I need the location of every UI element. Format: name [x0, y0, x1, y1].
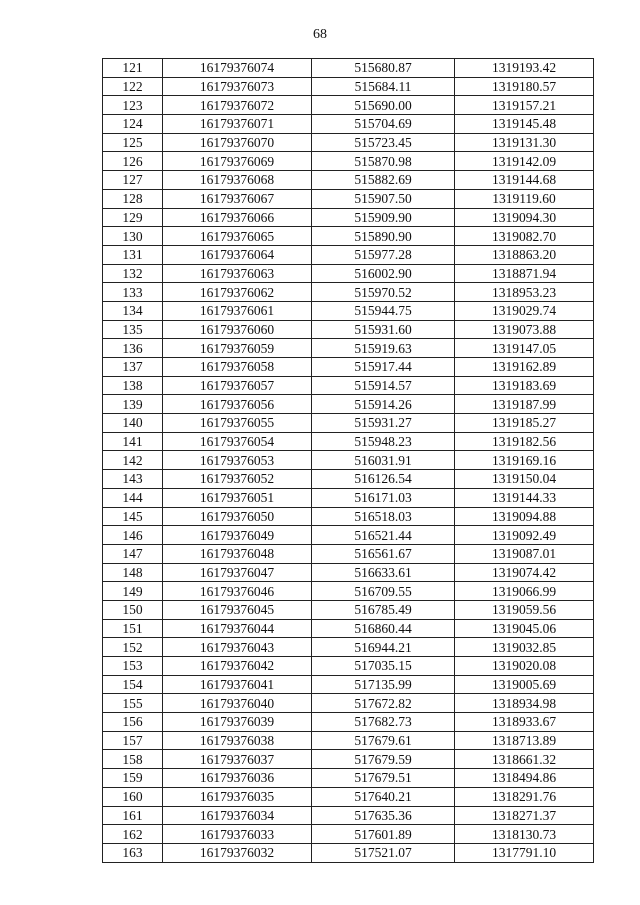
point-id-cell: 16179376062: [163, 283, 312, 302]
y-coordinate-cell: 1318713.89: [455, 731, 594, 750]
point-number-cell: 149: [103, 582, 163, 601]
x-coordinate-cell: 515909.90: [312, 208, 455, 227]
y-coordinate-cell: 1318953.23: [455, 283, 594, 302]
table-row: [103, 694, 594, 713]
table-row: [103, 395, 594, 414]
y-coordinate-cell: 1319145.48: [455, 115, 594, 134]
point-number-cell: 138: [103, 376, 163, 395]
x-coordinate-cell: 515914.57: [312, 376, 455, 395]
x-coordinate-cell: 517521.07: [312, 843, 455, 862]
point-number-cell: 121: [103, 59, 163, 78]
point-number-cell: 135: [103, 320, 163, 339]
x-coordinate-cell: 515914.26: [312, 395, 455, 414]
table-row: [103, 600, 594, 619]
point-id-cell: 16179376059: [163, 339, 312, 358]
point-id-cell: 16179376037: [163, 750, 312, 769]
x-coordinate-cell: 515977.28: [312, 245, 455, 264]
table-row: [103, 675, 594, 694]
table-row: [103, 152, 594, 171]
table-row: [103, 432, 594, 451]
y-coordinate-cell: 1319144.33: [455, 488, 594, 507]
point-id-cell: 16179376050: [163, 507, 312, 526]
point-number-cell: 132: [103, 264, 163, 283]
y-coordinate-cell: 1319092.49: [455, 526, 594, 545]
point-number-cell: 143: [103, 470, 163, 489]
x-coordinate-cell: 515684.11: [312, 77, 455, 96]
point-id-cell: 16179376055: [163, 414, 312, 433]
point-id-cell: 16179376040: [163, 694, 312, 713]
x-coordinate-cell: 517679.51: [312, 769, 455, 788]
table-row: [103, 414, 594, 433]
point-number-cell: 162: [103, 825, 163, 844]
point-number-cell: 122: [103, 77, 163, 96]
x-coordinate-cell: 517679.61: [312, 731, 455, 750]
point-id-cell: 16179376034: [163, 806, 312, 825]
table-row: [103, 750, 594, 769]
x-coordinate-cell: 517672.82: [312, 694, 455, 713]
point-number-cell: 137: [103, 358, 163, 377]
y-coordinate-cell: 1319193.42: [455, 59, 594, 78]
y-coordinate-cell: 1319074.42: [455, 563, 594, 582]
point-number-cell: 159: [103, 769, 163, 788]
table-row: [103, 769, 594, 788]
point-number-cell: 123: [103, 96, 163, 115]
point-number-cell: 155: [103, 694, 163, 713]
table-row: [103, 208, 594, 227]
x-coordinate-cell: 516561.67: [312, 544, 455, 563]
x-coordinate-cell: 515723.45: [312, 133, 455, 152]
table-row: [103, 619, 594, 638]
point-number-cell: 147: [103, 544, 163, 563]
table-row: [103, 264, 594, 283]
table-row: [103, 227, 594, 246]
point-number-cell: 157: [103, 731, 163, 750]
y-coordinate-cell: 1319066.99: [455, 582, 594, 601]
point-number-cell: 134: [103, 301, 163, 320]
y-coordinate-cell: 1319087.01: [455, 544, 594, 563]
point-number-cell: 130: [103, 227, 163, 246]
table-row: [103, 843, 594, 862]
point-id-cell: 16179376035: [163, 787, 312, 806]
point-id-cell: 16179376060: [163, 320, 312, 339]
point-number-cell: 144: [103, 488, 163, 507]
point-number-cell: 141: [103, 432, 163, 451]
table-row: [103, 787, 594, 806]
point-number-cell: 158: [103, 750, 163, 769]
point-number-cell: 148: [103, 563, 163, 582]
point-number-cell: 156: [103, 713, 163, 732]
table-row: [103, 526, 594, 545]
point-id-cell: 16179376039: [163, 713, 312, 732]
x-coordinate-cell: 517682.73: [312, 713, 455, 732]
x-coordinate-cell: 516633.61: [312, 563, 455, 582]
point-id-cell: 16179376038: [163, 731, 312, 750]
table-row: [103, 301, 594, 320]
point-number-cell: 131: [103, 245, 163, 264]
y-coordinate-cell: 1319182.56: [455, 432, 594, 451]
point-number-cell: 142: [103, 451, 163, 470]
x-coordinate-cell: 515890.90: [312, 227, 455, 246]
x-coordinate-cell: 516521.44: [312, 526, 455, 545]
point-number-cell: 133: [103, 283, 163, 302]
x-coordinate-cell: 515907.50: [312, 189, 455, 208]
y-coordinate-cell: 1319169.16: [455, 451, 594, 470]
table-row: [103, 451, 594, 470]
x-coordinate-cell: 515970.52: [312, 283, 455, 302]
y-coordinate-cell: 1319162.89: [455, 358, 594, 377]
x-coordinate-cell: 515882.69: [312, 171, 455, 190]
point-id-cell: 16179376044: [163, 619, 312, 638]
y-coordinate-cell: 1319032.85: [455, 638, 594, 657]
point-number-cell: 161: [103, 806, 163, 825]
y-coordinate-cell: 1319059.56: [455, 600, 594, 619]
point-id-cell: 16179376051: [163, 488, 312, 507]
point-id-cell: 16179376053: [163, 451, 312, 470]
table-row: [103, 171, 594, 190]
x-coordinate-cell: 517640.21: [312, 787, 455, 806]
table-row: [103, 488, 594, 507]
y-coordinate-cell: 1318871.94: [455, 264, 594, 283]
point-number-cell: 140: [103, 414, 163, 433]
point-id-cell: 16179376056: [163, 395, 312, 414]
point-number-cell: 150: [103, 600, 163, 619]
y-coordinate-cell: 1319029.74: [455, 301, 594, 320]
x-coordinate-cell: 516860.44: [312, 619, 455, 638]
x-coordinate-cell: 515931.60: [312, 320, 455, 339]
y-coordinate-cell: 1319185.27: [455, 414, 594, 433]
y-coordinate-cell: 1318863.20: [455, 245, 594, 264]
point-number-cell: 152: [103, 638, 163, 657]
y-coordinate-cell: 1318661.32: [455, 750, 594, 769]
x-coordinate-cell: 517035.15: [312, 657, 455, 676]
x-coordinate-cell: 515917.44: [312, 358, 455, 377]
x-coordinate-cell: 515931.27: [312, 414, 455, 433]
y-coordinate-cell: 1318494.86: [455, 769, 594, 788]
point-id-cell: 16179376074: [163, 59, 312, 78]
point-id-cell: 16179376036: [163, 769, 312, 788]
point-number-cell: 153: [103, 657, 163, 676]
point-number-cell: 146: [103, 526, 163, 545]
y-coordinate-cell: 1319119.60: [455, 189, 594, 208]
x-coordinate-cell: 517679.59: [312, 750, 455, 769]
y-coordinate-cell: 1319180.57: [455, 77, 594, 96]
x-coordinate-cell: 515870.98: [312, 152, 455, 171]
y-coordinate-cell: 1319094.88: [455, 507, 594, 526]
point-id-cell: 16179376071: [163, 115, 312, 134]
point-id-cell: 16179376049: [163, 526, 312, 545]
table-row: [103, 283, 594, 302]
table-row: [103, 96, 594, 115]
x-coordinate-cell: 516944.21: [312, 638, 455, 657]
point-number-cell: 128: [103, 189, 163, 208]
y-coordinate-cell: 1318271.37: [455, 806, 594, 825]
point-id-cell: 16179376070: [163, 133, 312, 152]
table-row: [103, 245, 594, 264]
table-row: [103, 376, 594, 395]
table-row: [103, 189, 594, 208]
x-coordinate-cell: 515680.87: [312, 59, 455, 78]
point-id-cell: 16179376066: [163, 208, 312, 227]
y-coordinate-cell: 1319144.68: [455, 171, 594, 190]
point-number-cell: 127: [103, 171, 163, 190]
point-id-cell: 16179376073: [163, 77, 312, 96]
x-coordinate-cell: 516031.91: [312, 451, 455, 470]
table-row: [103, 115, 594, 134]
x-coordinate-cell: 515704.69: [312, 115, 455, 134]
page-number: 68: [313, 27, 327, 42]
point-id-cell: 16179376047: [163, 563, 312, 582]
point-id-cell: 16179376048: [163, 544, 312, 563]
x-coordinate-cell: 515690.00: [312, 96, 455, 115]
table-row: [103, 638, 594, 657]
point-id-cell: 16179376061: [163, 301, 312, 320]
table-row: [103, 544, 594, 563]
table-row: [103, 77, 594, 96]
table-row: [103, 731, 594, 750]
table-row: [103, 563, 594, 582]
x-coordinate-cell: 515919.63: [312, 339, 455, 358]
point-id-cell: 16179376057: [163, 376, 312, 395]
point-id-cell: 16179376046: [163, 582, 312, 601]
point-number-cell: 129: [103, 208, 163, 227]
x-coordinate-cell: 517135.99: [312, 675, 455, 694]
y-coordinate-cell: 1319142.09: [455, 152, 594, 171]
point-number-cell: 145: [103, 507, 163, 526]
y-coordinate-cell: 1318934.98: [455, 694, 594, 713]
x-coordinate-cell: 516785.49: [312, 600, 455, 619]
point-id-cell: 16179376052: [163, 470, 312, 489]
y-coordinate-cell: 1319187.99: [455, 395, 594, 414]
point-id-cell: 16179376058: [163, 358, 312, 377]
y-coordinate-cell: 1319150.04: [455, 470, 594, 489]
point-id-cell: 16179376054: [163, 432, 312, 451]
y-coordinate-cell: 1319005.69: [455, 675, 594, 694]
table-row: [103, 657, 594, 676]
table-row: [103, 339, 594, 358]
y-coordinate-cell: 1319082.70: [455, 227, 594, 246]
point-id-cell: 16179376043: [163, 638, 312, 657]
table-row: [103, 507, 594, 526]
y-coordinate-cell: 1317791.10: [455, 843, 594, 862]
point-id-cell: 16179376068: [163, 171, 312, 190]
y-coordinate-cell: 1319147.05: [455, 339, 594, 358]
x-coordinate-cell: 517635.36: [312, 806, 455, 825]
x-coordinate-cell: 516709.55: [312, 582, 455, 601]
table-row: [103, 358, 594, 377]
point-id-cell: 16179376032: [163, 843, 312, 862]
point-id-cell: 16179376067: [163, 189, 312, 208]
table-row: [103, 59, 594, 78]
point-number-cell: 126: [103, 152, 163, 171]
x-coordinate-cell: 516518.03: [312, 507, 455, 526]
table-row: [103, 470, 594, 489]
table-row: [103, 806, 594, 825]
point-id-cell: 16179376045: [163, 600, 312, 619]
point-id-cell: 16179376065: [163, 227, 312, 246]
point-number-cell: 124: [103, 115, 163, 134]
x-coordinate-cell: 515944.75: [312, 301, 455, 320]
point-id-cell: 16179376072: [163, 96, 312, 115]
coordinates-table: [102, 58, 594, 863]
y-coordinate-cell: 1319020.08: [455, 657, 594, 676]
point-id-cell: 16179376042: [163, 657, 312, 676]
y-coordinate-cell: 1319073.88: [455, 320, 594, 339]
table-row: [103, 825, 594, 844]
table-row: [103, 133, 594, 152]
point-id-cell: 16179376064: [163, 245, 312, 264]
point-id-cell: 16179376069: [163, 152, 312, 171]
point-number-cell: 154: [103, 675, 163, 694]
x-coordinate-cell: 516126.54: [312, 470, 455, 489]
table-row: [103, 320, 594, 339]
point-number-cell: 139: [103, 395, 163, 414]
point-number-cell: 160: [103, 787, 163, 806]
table-body: [103, 59, 594, 863]
point-id-cell: 16179376063: [163, 264, 312, 283]
table-row: [103, 713, 594, 732]
x-coordinate-cell: 516171.03: [312, 488, 455, 507]
point-number-cell: 125: [103, 133, 163, 152]
y-coordinate-cell: 1319131.30: [455, 133, 594, 152]
y-coordinate-cell: 1319183.69: [455, 376, 594, 395]
y-coordinate-cell: 1318130.73: [455, 825, 594, 844]
point-id-cell: 16179376033: [163, 825, 312, 844]
table-row: [103, 582, 594, 601]
y-coordinate-cell: 1318933.67: [455, 713, 594, 732]
x-coordinate-cell: 516002.90: [312, 264, 455, 283]
point-id-cell: 16179376041: [163, 675, 312, 694]
x-coordinate-cell: 515948.23: [312, 432, 455, 451]
y-coordinate-cell: 1318291.76: [455, 787, 594, 806]
y-coordinate-cell: 1319094.30: [455, 208, 594, 227]
y-coordinate-cell: 1319045.06: [455, 619, 594, 638]
point-number-cell: 136: [103, 339, 163, 358]
x-coordinate-cell: 517601.89: [312, 825, 455, 844]
y-coordinate-cell: 1319157.21: [455, 96, 594, 115]
point-number-cell: 151: [103, 619, 163, 638]
point-number-cell: 163: [103, 843, 163, 862]
